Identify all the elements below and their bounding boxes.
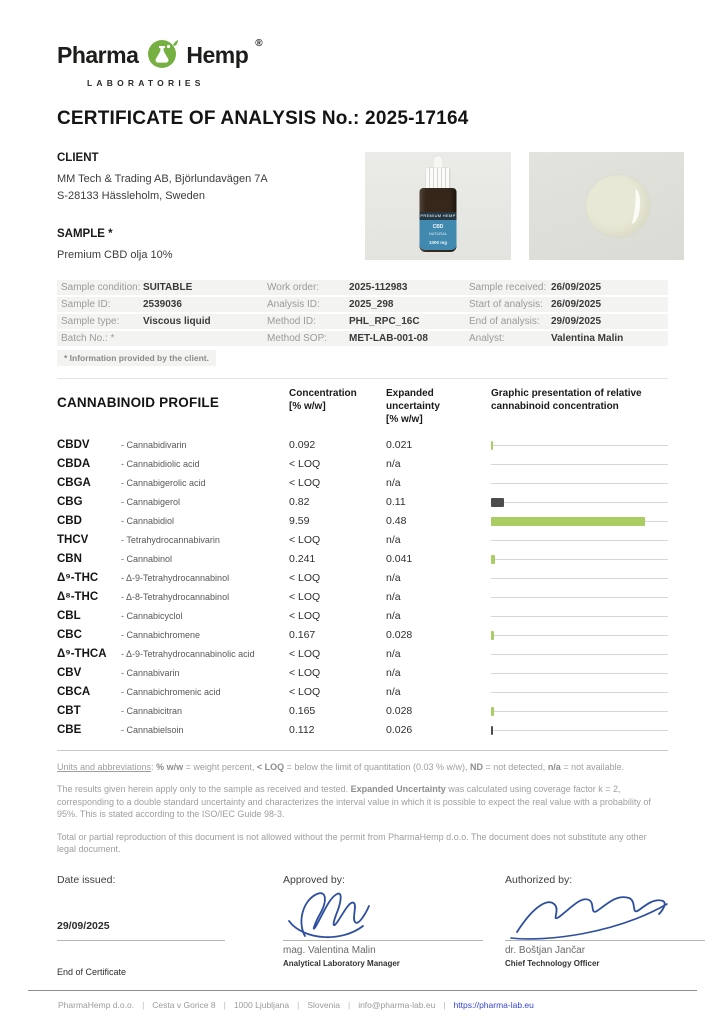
date-issued-block <box>57 874 283 977</box>
logo-word-hemp: Hemp <box>186 42 249 68</box>
cannabinoid-name-cell <box>57 648 289 660</box>
cannabinoid-row <box>57 512 668 531</box>
uncertainty-value: 0.48 <box>386 515 407 527</box>
cannabinoid-name-cell <box>57 515 289 527</box>
cannabinoid-abbr: CBCA <box>57 686 91 698</box>
meta-value: 2025-112983 <box>349 281 408 293</box>
bottle-label-line3: 1000 mg <box>428 240 447 245</box>
cannabinoid-row <box>57 588 668 607</box>
meta-label: Start of analysis: <box>469 298 543 310</box>
cannabinoid-name-cell <box>57 686 289 698</box>
cannabinoid-abbr: CBE <box>57 724 82 736</box>
relative-concentration-graph <box>491 593 668 602</box>
cannabinoid-table-header <box>57 387 668 426</box>
concentration-value: 0.092 <box>289 439 316 451</box>
uncertainty-value: n/a <box>386 610 401 622</box>
bar-track-line <box>491 464 668 465</box>
bar-track-line <box>491 730 668 731</box>
meta-label: Analysis ID: <box>267 298 320 310</box>
footer-website-link[interactable]: https://pharma-lab.eu <box>453 1000 534 1010</box>
cannabinoid-abbr: CBL <box>57 610 81 622</box>
meta-label: Sample ID: <box>61 298 111 310</box>
uncertainty-value: 0.041 <box>386 553 413 565</box>
bar-track-line <box>491 559 668 560</box>
relative-concentration-graph <box>491 555 668 564</box>
bar-track-line <box>491 483 668 484</box>
authorized-by-name: dr. Boštjan Jančar <box>505 945 586 957</box>
cannabinoid-fullname: - Δ-9-Tetrahydrocannabinolic acid <box>121 649 255 659</box>
bar-track-line <box>491 654 668 655</box>
bottle-label <box>420 212 457 250</box>
approved-signature <box>283 888 505 940</box>
footer-separator: | <box>443 1000 446 1010</box>
registered-mark: ® <box>255 38 263 49</box>
meta-label: Method ID: <box>267 315 316 327</box>
meta-cell <box>469 299 664 310</box>
cannabinoid-fullname: - Cannabicitran <box>121 706 183 716</box>
concentration-value: < LOQ <box>289 648 321 660</box>
relative-concentration-graph <box>491 650 668 659</box>
cannabinoid-fullname: - Cannabidivarin <box>121 440 187 450</box>
bar-track-line <box>491 711 668 712</box>
meta-row <box>57 331 668 346</box>
cannabinoid-row <box>57 550 668 569</box>
cannabinoid-abbr: CBC <box>57 629 82 641</box>
meta-label: Method SOP: <box>267 332 328 344</box>
uncertainty-column-header <box>386 387 491 426</box>
meta-cell <box>267 282 469 293</box>
cannabinoid-row <box>57 436 668 455</box>
meta-row <box>57 297 668 312</box>
bar-track-line <box>491 673 668 674</box>
cannabinoid-fullname: - Cannabidiolic acid <box>121 459 200 469</box>
note-text-segment: % w/w <box>156 761 184 772</box>
authorized-by-role: Chief Technology Officer <box>505 959 600 969</box>
cannabinoid-abbr: CBDA <box>57 458 91 470</box>
logo-tagline: LABORATORIES <box>87 78 205 88</box>
pharmahemp-logo <box>57 36 668 88</box>
relative-concentration-graph <box>491 479 668 488</box>
bottle-dropper-cap <box>426 168 450 189</box>
meta-value: 26/09/2025 <box>551 298 602 310</box>
authorized-by-label: Authorized by: <box>505 874 573 887</box>
graphic-column-header: Graphic presentation of relative cannabinoid concentration <box>491 387 642 412</box>
uncertainty-value: 0.028 <box>386 629 413 641</box>
uncertainty-value: n/a <box>386 534 401 546</box>
uncertainty-value: 0.021 <box>386 439 413 451</box>
client-address-line1: MM Tech & Trading AB, Björlundavägen 7A <box>57 173 268 185</box>
meta-label: End of analysis: <box>469 315 540 327</box>
cannabinoid-abbr: Δ⁸-THC <box>57 591 99 603</box>
cannabinoid-name-cell <box>57 591 289 603</box>
concentration-header-label: Concentration <box>289 387 357 399</box>
cannabinoid-row <box>57 664 668 683</box>
concentration-value: < LOQ <box>289 477 321 489</box>
logo-word-pharma: Pharma <box>57 42 139 68</box>
concentration-bar <box>491 441 493 450</box>
signature-section <box>57 874 668 977</box>
cannabinoid-fullname: - Cannabigerolic acid <box>121 478 206 488</box>
relative-concentration-graph <box>491 517 668 526</box>
relative-concentration-graph <box>491 460 668 469</box>
cannabinoid-row <box>57 531 668 550</box>
cannabinoid-name-cell <box>57 629 289 641</box>
cannabinoid-abbr: CBD <box>57 515 82 527</box>
authorized-signature <box>505 888 705 940</box>
meta-value: SUITABLE <box>143 281 193 293</box>
end-of-certificate-label: End of Certificate <box>57 967 127 978</box>
meta-value: 26/09/2025 <box>551 281 602 293</box>
meta-cell <box>61 316 267 327</box>
cannabinoid-row <box>57 626 668 645</box>
meta-label: Analyst: <box>469 332 505 344</box>
footer-separator: | <box>142 1000 145 1010</box>
concentration-value: < LOQ <box>289 686 321 698</box>
meta-cell <box>61 333 267 344</box>
cannabinoid-abbr: CBV <box>57 667 82 679</box>
cannabinoid-fullname: - Cannabinol <box>121 554 173 564</box>
note-text-segment: was calculated using coverage factor k = 2, corresponding to a double standard uncertainty and characterizes the interval value in which it is possible to expect the real value with a probability of 95%. This is stated according to the ISO/IEC Guide 98-3. <box>57 784 651 820</box>
meta-row <box>57 314 668 329</box>
cannabinoid-abbr: Δ⁹-THCA <box>57 648 107 660</box>
bar-track-line <box>491 616 668 617</box>
concentration-value: < LOQ <box>289 667 321 679</box>
client-heading: CLIENT <box>57 152 99 164</box>
concentration-header-unit: [% w/w] <box>289 400 326 412</box>
footer-item: PharmaHemp d.o.o. <box>58 1000 135 1010</box>
meta-label: Sample condition: <box>61 281 141 293</box>
relative-concentration-graph <box>491 669 668 678</box>
footer-separator: | <box>223 1000 226 1010</box>
uncertainty-value: n/a <box>386 572 401 584</box>
bar-track-line <box>491 578 668 579</box>
cannabinoid-row <box>57 645 668 664</box>
cannabinoid-name-cell <box>57 477 289 489</box>
meta-value: MET-LAB-001-08 <box>349 332 428 344</box>
meta-value: 2539036 <box>143 298 182 310</box>
date-issued-label: Date issued: <box>57 874 116 887</box>
meta-label: Sample type: <box>61 315 120 327</box>
relative-concentration-graph <box>491 441 668 450</box>
concentration-bar <box>491 555 495 564</box>
cannabinoid-profile-title: CANNABINOID PROFILE <box>57 394 220 410</box>
relative-concentration-graph <box>491 688 668 697</box>
bar-track-line <box>491 597 668 598</box>
bar-track-line <box>491 692 668 693</box>
note-text-segment: ND <box>470 761 483 772</box>
uncertainty-value: n/a <box>386 477 401 489</box>
cannabinoid-fullname: - Δ-9-Tetrahydrocannabinol <box>121 573 230 583</box>
cannabinoid-abbr: CBT <box>57 705 81 717</box>
uncertainty-value: n/a <box>386 686 401 698</box>
meta-label: Batch No.: * <box>61 332 115 344</box>
cannabinoid-fullname: - Cannabicyclol <box>121 611 183 621</box>
cannabinoid-abbr: CBDV <box>57 439 90 451</box>
cannabinoid-abbr: CBG <box>57 496 83 508</box>
reproduction-note: Total or partial reproduction of this document is not allowed without the permit from PharmaHemp d.o.o. The document does not substitute any other legal document. <box>57 831 647 855</box>
concentration-value: 0.241 <box>289 553 316 565</box>
cannabinoid-abbr: Δ⁹-THC <box>57 572 99 584</box>
footer-item: Cesta v Gorice 8 <box>152 1000 216 1010</box>
concentration-column-header <box>289 387 386 413</box>
concentration-value: 0.165 <box>289 705 316 717</box>
meta-cell <box>61 299 267 310</box>
page-footer <box>28 990 697 1010</box>
concentration-value: < LOQ <box>289 572 321 584</box>
client-sample-section <box>57 152 668 264</box>
bar-track-line <box>491 635 668 636</box>
meta-cell <box>267 316 469 327</box>
cannabinoid-row <box>57 702 668 721</box>
relative-concentration-graph <box>491 726 668 735</box>
concentration-bar <box>491 707 494 716</box>
bar-track-line <box>491 540 668 541</box>
certificate-title: CERTIFICATE OF ANALYSIS No.: 2025-17164 <box>57 108 469 129</box>
sample-meta-section <box>57 280 668 366</box>
cannabinoid-name-cell <box>57 667 289 679</box>
sample-name: Premium CBD olja 10% <box>57 249 173 261</box>
bar-track-line <box>491 502 668 503</box>
footer-item: 1000 Ljubljana <box>233 1000 290 1010</box>
bottle-label-line1: CBD <box>432 224 444 230</box>
oil-drop-photo <box>529 152 684 260</box>
concentration-value: < LOQ <box>289 591 321 603</box>
notes-section <box>57 761 668 857</box>
cannabinoid-row <box>57 493 668 512</box>
cannabinoid-profile-table <box>57 378 668 751</box>
uncertainty-header-label: Expanded uncertainty <box>386 387 440 412</box>
uncertainty-value: n/a <box>386 648 401 660</box>
meta-label: Sample received: <box>469 281 547 293</box>
concentration-value: < LOQ <box>289 458 321 470</box>
cannabinoid-name-cell <box>57 705 289 717</box>
note-text-segment: : <box>151 761 157 772</box>
meta-cell <box>267 333 469 344</box>
meta-value: Viscous liquid <box>143 315 211 327</box>
footer-separator: | <box>347 1000 351 1010</box>
note-text-segment: = not detected, <box>483 761 548 772</box>
note-text-segment: = below the limit of quantitation (0.03 % w/w), <box>284 761 470 772</box>
cannabinoid-name-cell <box>57 534 289 546</box>
concentration-value: 0.82 <box>289 496 310 508</box>
hemp-drop-flask-icon <box>145 36 179 75</box>
cannabinoid-name-cell <box>57 724 289 736</box>
footer-separator: | <box>297 1000 300 1010</box>
sample-heading: SAMPLE * <box>57 228 113 240</box>
relative-concentration-graph <box>491 612 668 621</box>
note-text-segment: The results given herein apply only to the sample as received and tested. <box>57 784 351 795</box>
meta-cell <box>267 299 469 310</box>
meta-cell <box>61 282 267 293</box>
date-issued-value: 29/09/2025 <box>57 920 110 933</box>
client-info-footnote: * Information provided by the client. <box>57 350 216 366</box>
meta-row <box>57 280 668 295</box>
uncertainty-value: 0.026 <box>386 724 413 736</box>
concentration-value: 9.59 <box>289 515 310 527</box>
cannabinoid-abbr: CBGA <box>57 477 91 489</box>
cannabinoid-name-cell <box>57 439 289 451</box>
uncertainty-value: n/a <box>386 667 401 679</box>
concentration-bar <box>491 517 645 526</box>
meta-cell <box>469 282 664 293</box>
oil-drop <box>586 175 650 237</box>
cannabinoid-fullname: - Cannabidiol <box>121 516 175 526</box>
cannabinoid-row <box>57 455 668 474</box>
note-text-segment: Units and abbreviations <box>57 761 152 772</box>
cannabinoid-fullname: - Cannabielsoin <box>121 725 184 735</box>
cannabinoid-name-cell <box>57 496 289 508</box>
concentration-value: < LOQ <box>289 534 321 546</box>
footer-item: Slovenia <box>307 1000 340 1010</box>
cannabinoid-row <box>57 474 668 493</box>
cannabinoid-fullname: - Cannabichromenic acid <box>121 687 221 697</box>
note-text-segment: < LOQ <box>256 761 285 772</box>
uncertainty-header-unit: [% w/w] <box>386 413 423 425</box>
uncertainty-value: 0.11 <box>386 496 406 508</box>
approved-by-label: Approved by: <box>283 874 345 887</box>
concentration-value: < LOQ <box>289 610 321 622</box>
concentration-bar <box>491 498 504 507</box>
note-text-segment: = weight percent, <box>183 761 257 772</box>
approved-by-block <box>283 874 505 977</box>
cannabinoid-name-cell <box>57 458 289 470</box>
client-address-line2: S-28133 Hässleholm, Sweden <box>57 189 205 202</box>
concentration-value: 0.112 <box>289 724 315 736</box>
footer-item: info@pharma-lab.eu <box>358 1000 436 1010</box>
date-signature-line <box>57 940 225 941</box>
cannabinoid-fullname: - Cannabivarin <box>121 668 180 678</box>
units-abbreviations-note <box>57 761 668 774</box>
cannabinoid-fullname: - Δ-8-Tetrahydrocannabinol <box>121 592 230 602</box>
cannabinoid-fullname: - Tetrahydrocannabivarin <box>121 535 220 545</box>
cannabinoid-row <box>57 721 668 740</box>
note-text-segment: n/a <box>547 761 561 772</box>
note-text-segment: = not available. <box>560 761 625 772</box>
authorized-by-block <box>505 874 705 977</box>
relative-concentration-graph <box>491 707 668 716</box>
uncertainty-value: n/a <box>386 591 401 603</box>
cannabinoid-fullname: - Cannabigerol <box>121 497 181 507</box>
meta-cell <box>469 316 664 327</box>
cannabinoid-abbr: THCV <box>57 534 89 546</box>
bottle-label-line2: NATURAL <box>428 231 448 236</box>
meta-value: 29/09/2025 <box>551 315 602 327</box>
concentration-value: 0.167 <box>289 629 316 641</box>
bar-track-line <box>491 445 668 446</box>
relative-concentration-graph <box>491 574 668 583</box>
approved-by-name: mag. Valentina Malin <box>283 945 376 957</box>
results-uncertainty-note <box>57 783 668 821</box>
cannabinoid-name-cell <box>57 553 289 565</box>
note-text-segment: Expanded Uncertainty <box>350 784 446 795</box>
meta-label: Work order: <box>267 281 320 293</box>
footer-items <box>58 1000 697 1010</box>
cannabinoid-fullname: - Cannabichromene <box>121 630 201 640</box>
meta-value: Valentina Malin <box>551 332 624 344</box>
concentration-bar <box>491 631 494 640</box>
cannabinoid-name-cell <box>57 572 289 584</box>
cannabinoid-row <box>57 683 668 702</box>
relative-concentration-graph <box>491 498 668 507</box>
cannabinoid-row <box>57 569 668 588</box>
cannabinoid-name-cell <box>57 610 289 622</box>
cannabinoid-row <box>57 607 668 626</box>
relative-concentration-graph <box>491 536 668 545</box>
relative-concentration-graph <box>491 631 668 640</box>
meta-value: 2025_298 <box>349 298 394 310</box>
concentration-bar <box>491 726 493 735</box>
uncertainty-value: n/a <box>386 458 401 470</box>
meta-value: PHL_RPC_16C <box>349 315 420 327</box>
bottle-label-band: PREMIUM HEMP <box>420 213 456 218</box>
approved-by-role: Analytical Laboratory Manager <box>283 959 400 969</box>
uncertainty-value: 0.028 <box>386 705 413 717</box>
cannabinoid-abbr: CBN <box>57 553 82 565</box>
sample-bottle-photo <box>365 152 511 260</box>
meta-cell <box>469 333 664 344</box>
